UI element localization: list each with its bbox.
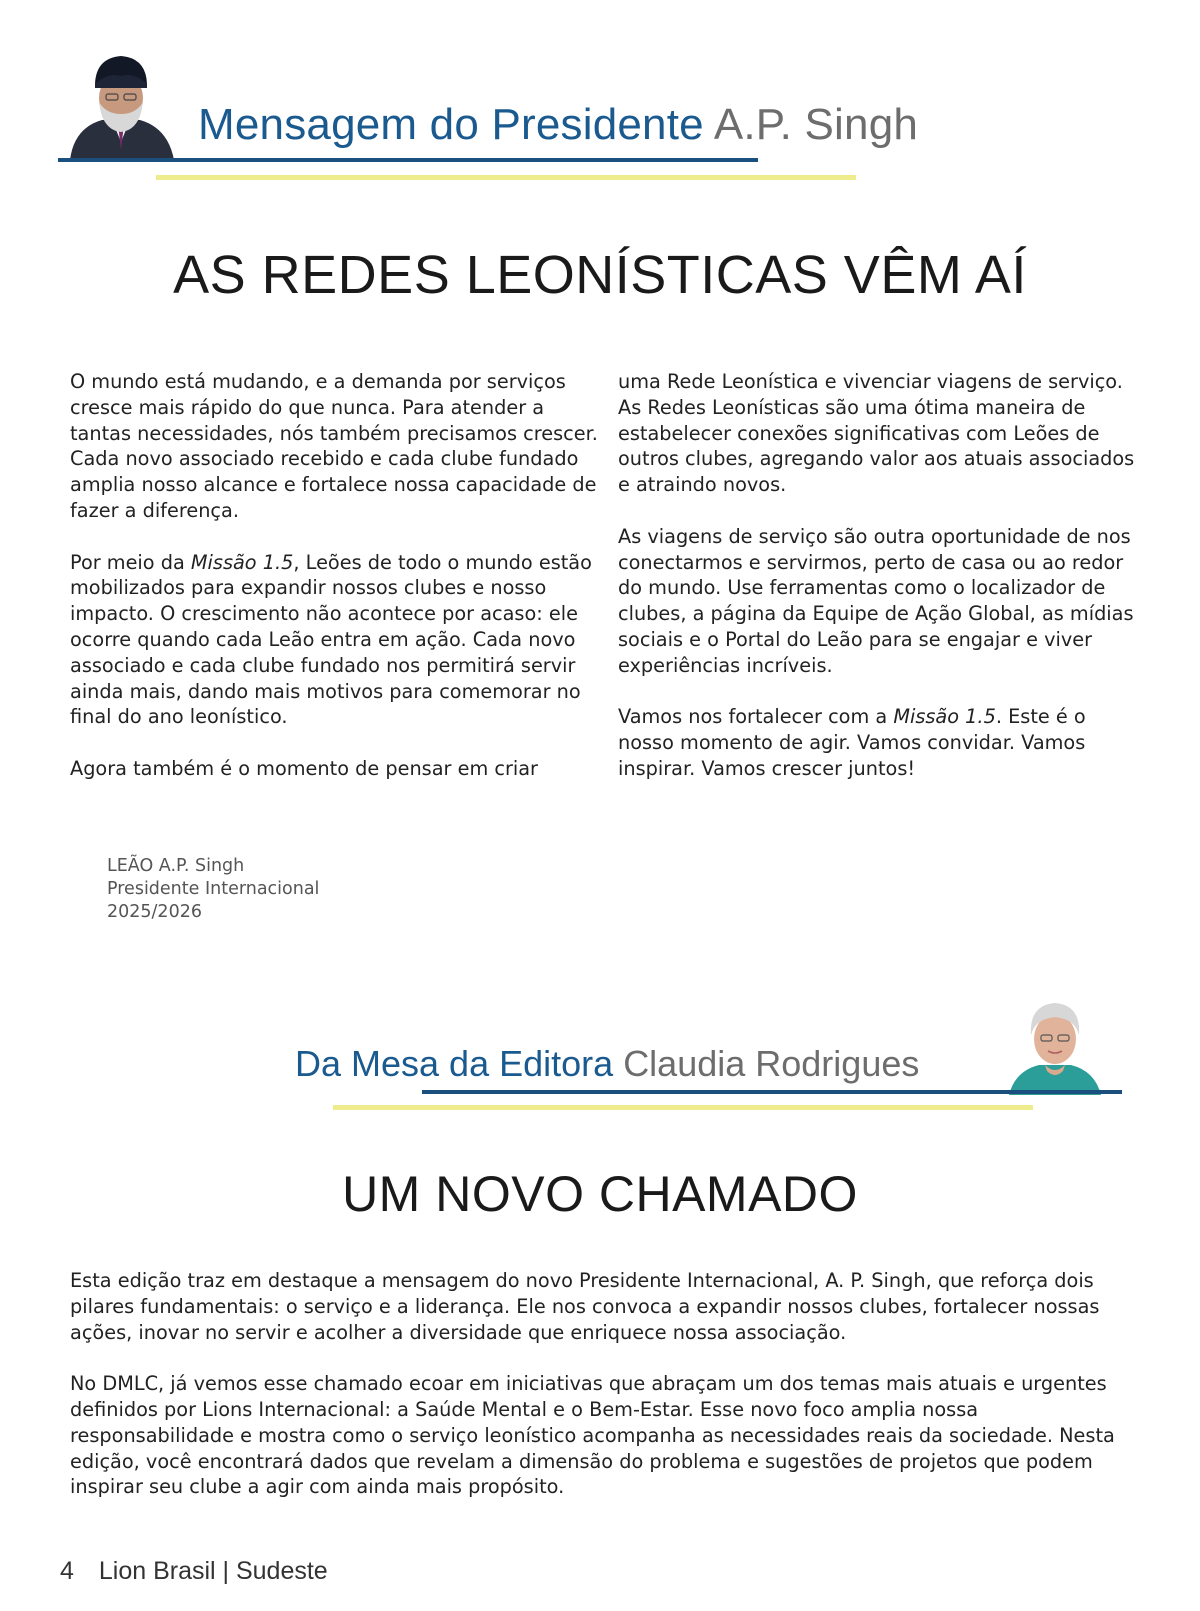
mission-emphasis: Missão 1.5: [893, 705, 996, 729]
title-rule-yellow: [156, 175, 856, 180]
publication-name: Lion Brasil | Sudeste: [98, 1557, 328, 1585]
signature-name: LEÃO A.P. Singh: [107, 856, 245, 876]
president-portrait: [62, 50, 180, 160]
article-column-right: [618, 369, 1138, 808]
editor-body: [70, 1268, 1140, 1526]
title-name: A.P. Singh: [713, 100, 919, 149]
president-message-title: [198, 100, 918, 150]
editor-portrait: [993, 995, 1117, 1095]
paragraph: As viagens de serviço são outra oportunidade de nos conectarmos e servirmos, perto de casa ou ao redor do mundo. Use ferramentas como o localizador de clubes, a página da Equipe de Ação Global, as mídias sociais e o Portal do Leão para se engajar e viver experiências incríveis.: [618, 524, 1134, 677]
signature-block: [107, 855, 319, 924]
page-footer: [60, 1557, 328, 1586]
title-prefix: Da Mesa da Editora: [295, 1043, 614, 1084]
title-rule-blue: [58, 158, 758, 162]
title-rule-blue: [422, 1090, 1122, 1094]
title-rule-yellow: [333, 1105, 1033, 1110]
mission-emphasis: Missão 1.5: [190, 550, 294, 574]
paragraph: No DMLC, já vemos esse chamado ecoar em iniciativas que abraçam um dos temas mais atuais e urgentes definidos por Lions Internacional: a Saúde Mental e o Bem-Estar. Esse novo foco amplia nossa responsabilidade e mostra como o serviço leonístico acompanha as necessidades reais da sociedade. Nesta edição, você encontrará dados que revelam a dimensão do problema e sugestões de projetos que podem inspirar seu clube a agir com ainda mais propósito.: [70, 1372, 1115, 1499]
paragraph: Vamos nos fortalecer com a Missão 1.5. Este é o nosso momento de agir. Vamos convidar. Vamos inspirar. Vamos crescer juntos!: [618, 705, 1086, 780]
editor-desk-title: [295, 1043, 919, 1085]
paragraph: uma Rede Leonística e vivenciar viagens de serviço. As Redes Leonísticas são uma ótima maneira de estabelecer conexões significativas com Leões de outros clubes, agregando valor aos atuais associados e atraindo novos.: [618, 370, 1135, 497]
editor-headline: UM NOVO CHAMADO: [342, 1166, 858, 1222]
paragraph: Esta edição traz em destaque a mensagem do novo Presidente Internacional, A. P. Singh, que reforça dois pilares fundamentais: o serviço e a liderança. Ele nos convoca a expandir nossos clubes, fortalecer nossas ações, inovar no servir e acolher a diversidade que enriquece nossa associação.: [70, 1269, 1100, 1344]
president-headline: AS REDES LEONÍSTICAS VÊM AÍ: [173, 245, 1027, 305]
paragraph: Por meio da Missão 1.5, Leões de todo o mundo estão mobilizados para expandir nossos clubes e nosso impacto. O crescimento não acontece por acaso: ele ocorre quando cada Leão entra em ação. Cada novo associado e cada clube fundado nos permitirá servir ainda mais, dando mais motivos para comemorar no final do ano leonístico.: [70, 550, 592, 729]
title-prefix: Mensagem do Presidente: [198, 100, 704, 149]
page-number: 4: [60, 1557, 74, 1585]
signature-role: Presidente Internacional: [107, 879, 320, 899]
paragraph: O mundo está mudando, e a demanda por serviços cresce mais rápido do que nunca. Para atender a tantas necessidades, nós também precisamos crescer. Cada novo associado recebido e cada clube fundado amplia nosso alcance e fortalece nossa capacidade de fazer a diferença.: [70, 370, 598, 522]
paragraph: Agora também é o momento de pensar em criar: [70, 756, 538, 780]
title-name: Claudia Rodrigues: [623, 1043, 920, 1084]
signature-term: 2025/2026: [107, 902, 202, 922]
article-column-left: [70, 369, 610, 808]
